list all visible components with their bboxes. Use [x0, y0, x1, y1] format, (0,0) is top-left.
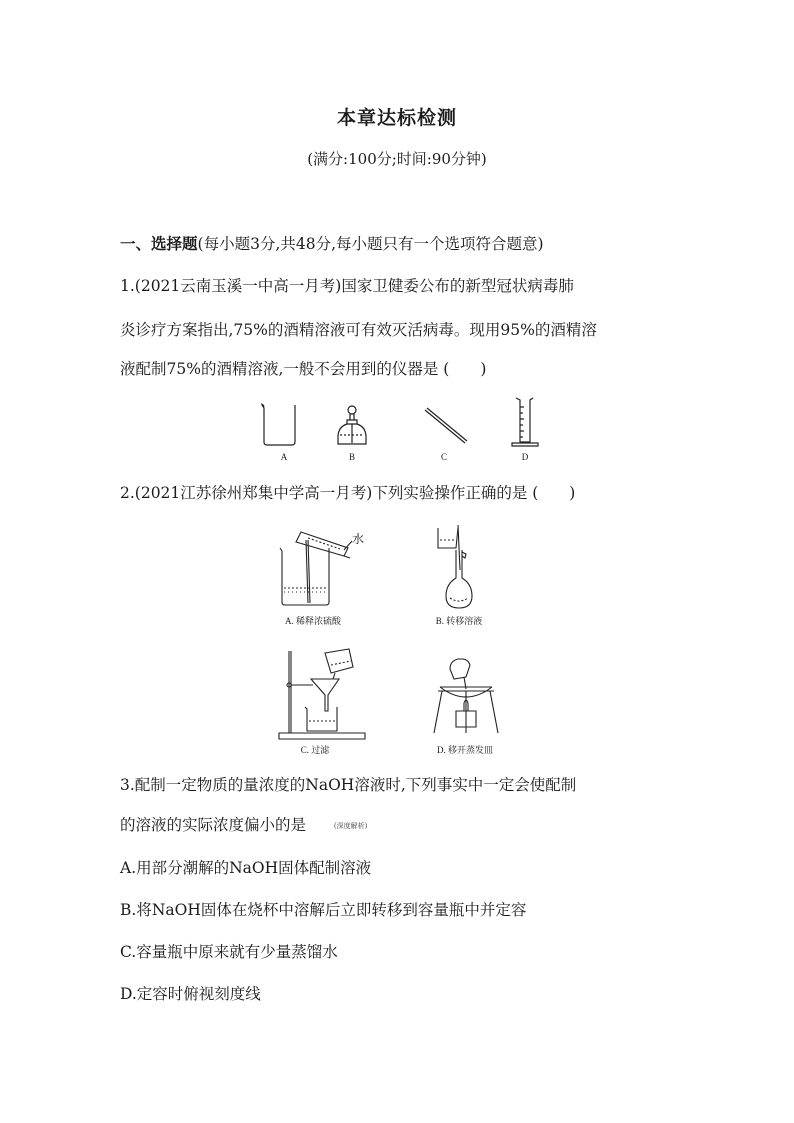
- q1-label-d: D: [521, 452, 529, 462]
- q3-stem: 的溶液的实际浓度偏小的是: [120, 816, 307, 834]
- graduated-cylinder-icon: [512, 398, 538, 446]
- transfer-solution-drawing: [420, 520, 500, 628]
- q1-line-3: 液配制75%的酒精溶液,一般不会用到的仪器是 ( ): [120, 360, 487, 378]
- beaker-icon: [261, 404, 295, 445]
- q2-label-a: A. 稀释浓硫酸: [285, 616, 341, 626]
- q3-option-a: A.用部分潮解的NaOH固体配制溶液: [120, 859, 372, 877]
- q3-option-c: C.容量瓶中原来就有少量蒸馏水: [120, 943, 338, 961]
- section-note: (每小题3分,共48分,每小题只有一个选项符合题意): [197, 235, 544, 253]
- page-subtitle: (满分:100分;时间:90分钟): [307, 150, 487, 168]
- q1-line-1: 1.(2021云南玉溪一中高一月考)国家卫健委公布的新型冠状病毒肺: [120, 277, 574, 295]
- q3-option-b: B.将NaOH固体在烧杯中溶解后立即转移到容量瓶中并定容: [120, 901, 527, 919]
- q2-label-b: B. 转移溶液: [435, 616, 483, 626]
- alcohol-lamp-icon: [338, 406, 366, 444]
- q2-line-1: 2.(2021江苏徐州郑集中学高一月考)下列实验操作正确的是 ( ): [120, 484, 576, 502]
- q1-label-a: A: [280, 452, 288, 462]
- q2-figure-b: [420, 520, 500, 628]
- q2-figure-c: [275, 645, 375, 757]
- section-title: 一、选择题: [120, 235, 198, 253]
- q3-tag: (深度解析): [333, 822, 368, 830]
- filtration-drawing: [275, 645, 375, 757]
- q3-line-1: 3.配制一定物质的量浓度的NaOH溶液时,下列事实中一定会使配制: [120, 776, 577, 794]
- water-label: 水: [352, 532, 365, 546]
- q2-figure-d: [420, 655, 510, 757]
- q2-label-c: C. 过滤: [300, 745, 330, 755]
- q3-line-2: [120, 813, 367, 835]
- section-heading: [120, 232, 544, 254]
- q1-label-c: C: [440, 452, 447, 462]
- q1-label-b: B: [348, 452, 355, 462]
- evaporating-dish-drawing: [420, 655, 510, 757]
- q2-label-d: D. 移开蒸发皿: [437, 745, 493, 755]
- q1-line-2: 炎诊疗方案指出,75%的酒精溶液可有效灭活病毒。现用95%的酒精溶: [120, 321, 597, 339]
- page-title: 本章达标检测: [336, 107, 457, 129]
- q3-option-d: D.定容时俯视刻度线: [120, 985, 261, 1003]
- q2-figure-a: [268, 528, 378, 628]
- q1-figure: [250, 395, 550, 467]
- glass-rod-icon: [425, 408, 467, 443]
